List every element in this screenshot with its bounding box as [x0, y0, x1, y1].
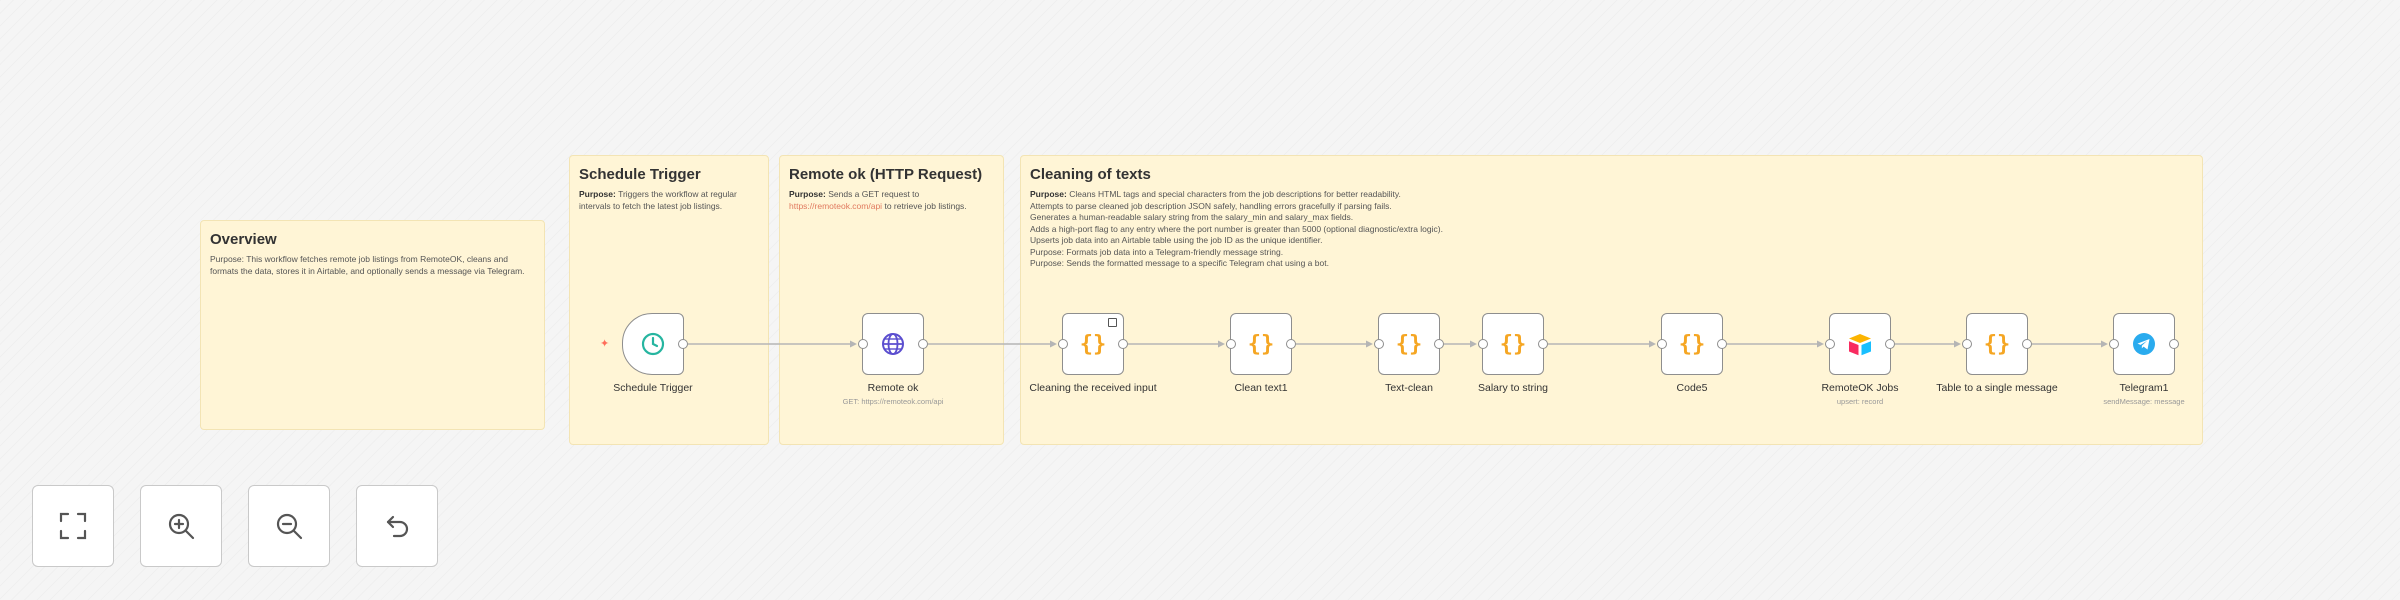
- node-label: Schedule Trigger: [613, 382, 693, 394]
- zoom-out-button[interactable]: [248, 485, 330, 567]
- connection-arrow: [1470, 341, 1477, 348]
- node-label: Salary to string: [1477, 382, 1549, 394]
- reset-zoom-button[interactable]: [356, 485, 438, 567]
- output-handle[interactable]: [1538, 339, 1548, 349]
- braces-icon: {}: [1983, 331, 2011, 357]
- sticky-remote-body: Purpose: Sends a GET request to https://remoteok.com/api to retrieve job listings.: [789, 189, 967, 211]
- output-handle[interactable]: [1434, 339, 1444, 349]
- airtable-icon: [1846, 331, 1874, 357]
- sticky-schedule-title: Schedule Trigger: [579, 166, 701, 183]
- node-remote-ok[interactable]: [862, 313, 924, 375]
- braces-icon: {}: [1079, 331, 1107, 357]
- connection-arrow: [1218, 341, 1225, 348]
- connection-arrow: [1649, 341, 1656, 348]
- zoom-in-icon: [166, 511, 196, 541]
- undo-icon: [382, 511, 412, 541]
- node-schedule-trigger[interactable]: [622, 313, 684, 375]
- globe-icon: [880, 331, 906, 357]
- output-handle[interactable]: [1717, 339, 1727, 349]
- output-handle[interactable]: [1885, 339, 1895, 349]
- node-label: Table to a single message: [1936, 382, 2058, 394]
- node-label: Code5: [1676, 382, 1708, 394]
- input-handle[interactable]: [1058, 339, 1068, 349]
- node-telegram1[interactable]: [2113, 313, 2175, 375]
- node-label: Text-clean: [1385, 382, 1433, 394]
- input-handle[interactable]: [1825, 339, 1835, 349]
- node-salary-to-string[interactable]: [1482, 313, 1544, 375]
- output-handle[interactable]: [1118, 339, 1128, 349]
- braces-icon: {}: [1678, 331, 1706, 357]
- input-handle[interactable]: [1478, 339, 1488, 349]
- node-clean-text1[interactable]: [1230, 313, 1292, 375]
- connection-arrow: [1366, 341, 1373, 348]
- braces-icon: {}: [1247, 331, 1275, 357]
- node-text-clean[interactable]: [1378, 313, 1440, 375]
- sticky-overview-body: Purpose: This workflow fetches remote job listings from RemoteOK, cleans and formats the data, stores it in Airtable, and optionally sends a message via Telegram.: [210, 254, 525, 276]
- node-label: RemoteOK Jobs: [1821, 382, 1899, 394]
- node-table-to-single-message[interactable]: [1966, 313, 2028, 375]
- input-handle[interactable]: [1962, 339, 1972, 349]
- output-handle[interactable]: [918, 339, 928, 349]
- output-handle[interactable]: [2169, 339, 2179, 349]
- node-subtitle: upsert: record: [1836, 397, 1884, 406]
- input-handle[interactable]: [858, 339, 868, 349]
- fullscreen-icon: [58, 511, 88, 541]
- node-code5[interactable]: [1661, 313, 1723, 375]
- braces-icon: {}: [1395, 331, 1423, 357]
- sticky-schedule-body: Purpose: Triggers the workflow at regular intervals to fetch the latest job listings.: [579, 189, 737, 211]
- output-handle[interactable]: [678, 339, 688, 349]
- sticky-cleaning-body: Purpose: Cleans HTML tags and special characters from the job descriptions for better readability. Attempts to parse cleaned job description JSON safely, handling errors gracefully if parsing fails. Generates a human-readable salary string from the salary_min and salary_max fields. Adds a high-port flag to any entry where the port number is greater than 5000 (optional diagnostic/extra logic). Upserts job data into an Airtable table using the job ID as the unique identifier. Purpose: Formats job data into a Telegram-friendly message string. Purpose: Sends the formatted message to a specific Telegram chat using a bot.: [1030, 189, 1443, 268]
- node-label: Clean text1: [1234, 382, 1288, 394]
- connection-arrow: [2101, 341, 2108, 348]
- node-subtitle: sendMessage: message: [2103, 397, 2185, 406]
- node-label: Telegram1: [2119, 382, 2169, 394]
- node-label: Cleaning the received input: [1029, 382, 1157, 394]
- input-handle[interactable]: [1657, 339, 1667, 349]
- sticky-remote-title: Remote ok (HTTP Request): [789, 166, 983, 183]
- input-handle[interactable]: [1374, 339, 1384, 349]
- output-handle[interactable]: [1286, 339, 1296, 349]
- fit-view-button[interactable]: [32, 485, 114, 567]
- output-handle[interactable]: [2022, 339, 2032, 349]
- connection-arrow: [1050, 341, 1057, 348]
- sticky-cleaning-title: Cleaning of texts: [1030, 166, 1151, 183]
- node-remoteok-jobs[interactable]: [1829, 313, 1891, 375]
- connection-arrow: [1817, 341, 1824, 348]
- clock-icon: [640, 331, 666, 357]
- node-label: Remote ok: [867, 382, 919, 394]
- node-subtitle: GET: https://remoteok.com/api: [842, 397, 944, 406]
- node-status-badge: [1108, 318, 1117, 327]
- zoom-out-icon: [274, 511, 304, 541]
- sticky-overview-title: Overview: [210, 231, 277, 248]
- trigger-lightning-icon: ✦: [600, 338, 610, 350]
- input-handle[interactable]: [2109, 339, 2119, 349]
- connection-arrow: [1954, 341, 1961, 348]
- input-handle[interactable]: [1226, 339, 1236, 349]
- telegram-icon: [2131, 331, 2157, 357]
- node-cleaning-received-input[interactable]: [1062, 313, 1124, 375]
- zoom-in-button[interactable]: [140, 485, 222, 567]
- connection-arrow: [850, 341, 857, 348]
- remoteok-api-link[interactable]: https://remoteok.com/api: [789, 200, 883, 211]
- braces-icon: {}: [1499, 331, 1527, 357]
